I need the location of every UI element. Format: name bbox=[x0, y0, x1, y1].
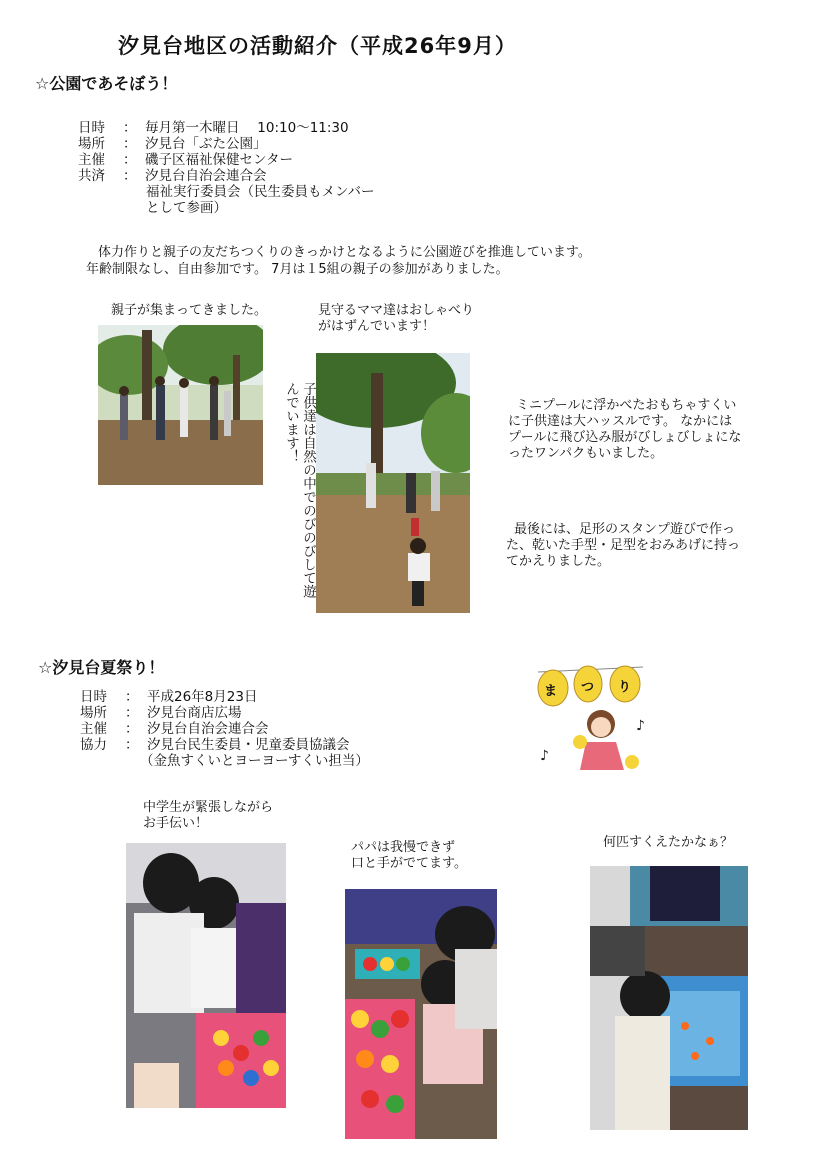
detail-value: 磯子区福祉保健センター bbox=[145, 152, 293, 168]
detail-value: 汐見台自治会連合会 bbox=[147, 721, 269, 737]
caption-line: 最後には、足形のスタンプ遊びで作っ bbox=[514, 522, 736, 537]
caption-line: 見守るママ達はおしゃべり bbox=[318, 303, 475, 318]
caption-how-many-fish: 何匹すくえたかなぁ？ bbox=[603, 835, 734, 850]
detail-row bbox=[80, 737, 369, 753]
lantern-char: つ bbox=[581, 680, 595, 695]
detail-row bbox=[80, 721, 369, 737]
caption-parents-gathering: 親子が集まってきました。 bbox=[111, 303, 268, 318]
detail-colon: ： bbox=[123, 136, 137, 152]
photo-children-playing bbox=[316, 353, 470, 613]
caption-students-helping bbox=[143, 800, 273, 832]
detail-colon: ： bbox=[125, 705, 139, 721]
festival-details bbox=[80, 689, 369, 769]
svg-text:♪: ♪ bbox=[636, 718, 645, 734]
detail-colon: ： bbox=[125, 689, 139, 705]
detail-row bbox=[78, 168, 375, 184]
detail-row bbox=[78, 120, 375, 136]
detail-row bbox=[80, 705, 369, 721]
section-heading-festival: ☆汐見台夏祭り！ bbox=[38, 658, 165, 677]
section-heading-park: ☆公園であそぼう！ bbox=[35, 74, 178, 93]
park-details bbox=[78, 120, 375, 216]
detail-key: 日時 bbox=[78, 120, 105, 136]
detail-colon: ： bbox=[123, 152, 137, 168]
caption-line: た、乾いた手型・足型をおみあげに持っ bbox=[506, 538, 741, 553]
caption-line: んでいます！ bbox=[283, 382, 299, 463]
detail-key: 主催 bbox=[80, 721, 107, 737]
detail-key: 主催 bbox=[78, 152, 105, 168]
detail-row bbox=[80, 689, 369, 705]
caption-line: お手伝い！ bbox=[143, 816, 209, 831]
detail-value: 平成26年8月23日 bbox=[147, 689, 258, 705]
caption-line: 中学生が緊張しながら bbox=[143, 800, 274, 815]
caption-vertical-children bbox=[282, 382, 316, 622]
detail-value: 汐見台民生委員・児童委員協議会 bbox=[147, 737, 350, 753]
photo-parents-park bbox=[98, 325, 263, 485]
intro-line: 体力作りと親子の友だちつくりのきっかけとなるように公園遊びを推進しています。 bbox=[98, 245, 591, 260]
photo-goldfish-scooping bbox=[590, 866, 748, 1130]
caption-line: ったワンパクもいました。 bbox=[508, 446, 664, 461]
caption-line: 子供達は自然の中でのびのびして遊 bbox=[300, 382, 316, 598]
detail-colon: ： bbox=[125, 721, 139, 737]
photo-students-helping bbox=[126, 843, 286, 1108]
caption-line: プールに飛び込み服がびしょびしょにな bbox=[508, 430, 742, 445]
detail-key: 日時 bbox=[80, 689, 107, 705]
detail-row bbox=[78, 136, 375, 152]
detail-continuation: 福祉実行委員会（民生委員もメンバー bbox=[146, 184, 375, 200]
caption-line: ミニプールに浮かべたおもちゃすくい bbox=[516, 398, 737, 413]
detail-continuation: として参画） bbox=[146, 200, 227, 216]
detail-value: 汐見台自治会連合会 bbox=[145, 168, 267, 184]
caption-line: てかえりました。 bbox=[506, 554, 611, 569]
detail-value: 汐見台「ぶた公園」 bbox=[145, 136, 267, 152]
detail-continuation: （金魚すくいとヨーヨーすくい担当） bbox=[140, 753, 369, 769]
detail-key: 協力 bbox=[80, 737, 107, 753]
lantern-char: り bbox=[618, 680, 632, 695]
photo-papa-kids bbox=[345, 889, 497, 1139]
caption-papa bbox=[351, 840, 467, 872]
detail-key: 共済 bbox=[78, 168, 105, 184]
detail-colon: ： bbox=[123, 168, 137, 184]
detail-key: 場所 bbox=[78, 136, 105, 152]
page-title: 汐見台地区の活動紹介（平成26年9月） bbox=[118, 34, 517, 58]
lantern-char: ま bbox=[544, 684, 558, 699]
caption-line: に子供達は大ハッスルです。 なかには bbox=[508, 414, 733, 429]
detail-colon: ： bbox=[125, 737, 139, 753]
caption-line: パパは我慢できず bbox=[351, 840, 456, 855]
detail-row bbox=[78, 152, 375, 168]
detail-colon: ： bbox=[123, 120, 137, 136]
caption-footprint-stamp bbox=[506, 522, 740, 570]
detail-value: 汐見台商店広場 bbox=[147, 705, 242, 721]
caption-line: 口と手がでてます。 bbox=[351, 856, 467, 871]
caption-moms-chatting bbox=[318, 303, 474, 335]
matsuri-illustration bbox=[528, 662, 658, 792]
svg-text:♪: ♪ bbox=[540, 748, 549, 764]
detail-value: 毎月第一木曜日 10:10～11:30 bbox=[145, 120, 349, 136]
caption-mini-pool bbox=[508, 398, 741, 462]
caption-line: がはずんでいます！ bbox=[318, 319, 436, 334]
detail-key: 場所 bbox=[80, 705, 107, 721]
intro-line: 年齢制限なし、自由参加です。 7月は１5組の親子の参加がありました。 bbox=[86, 262, 509, 277]
